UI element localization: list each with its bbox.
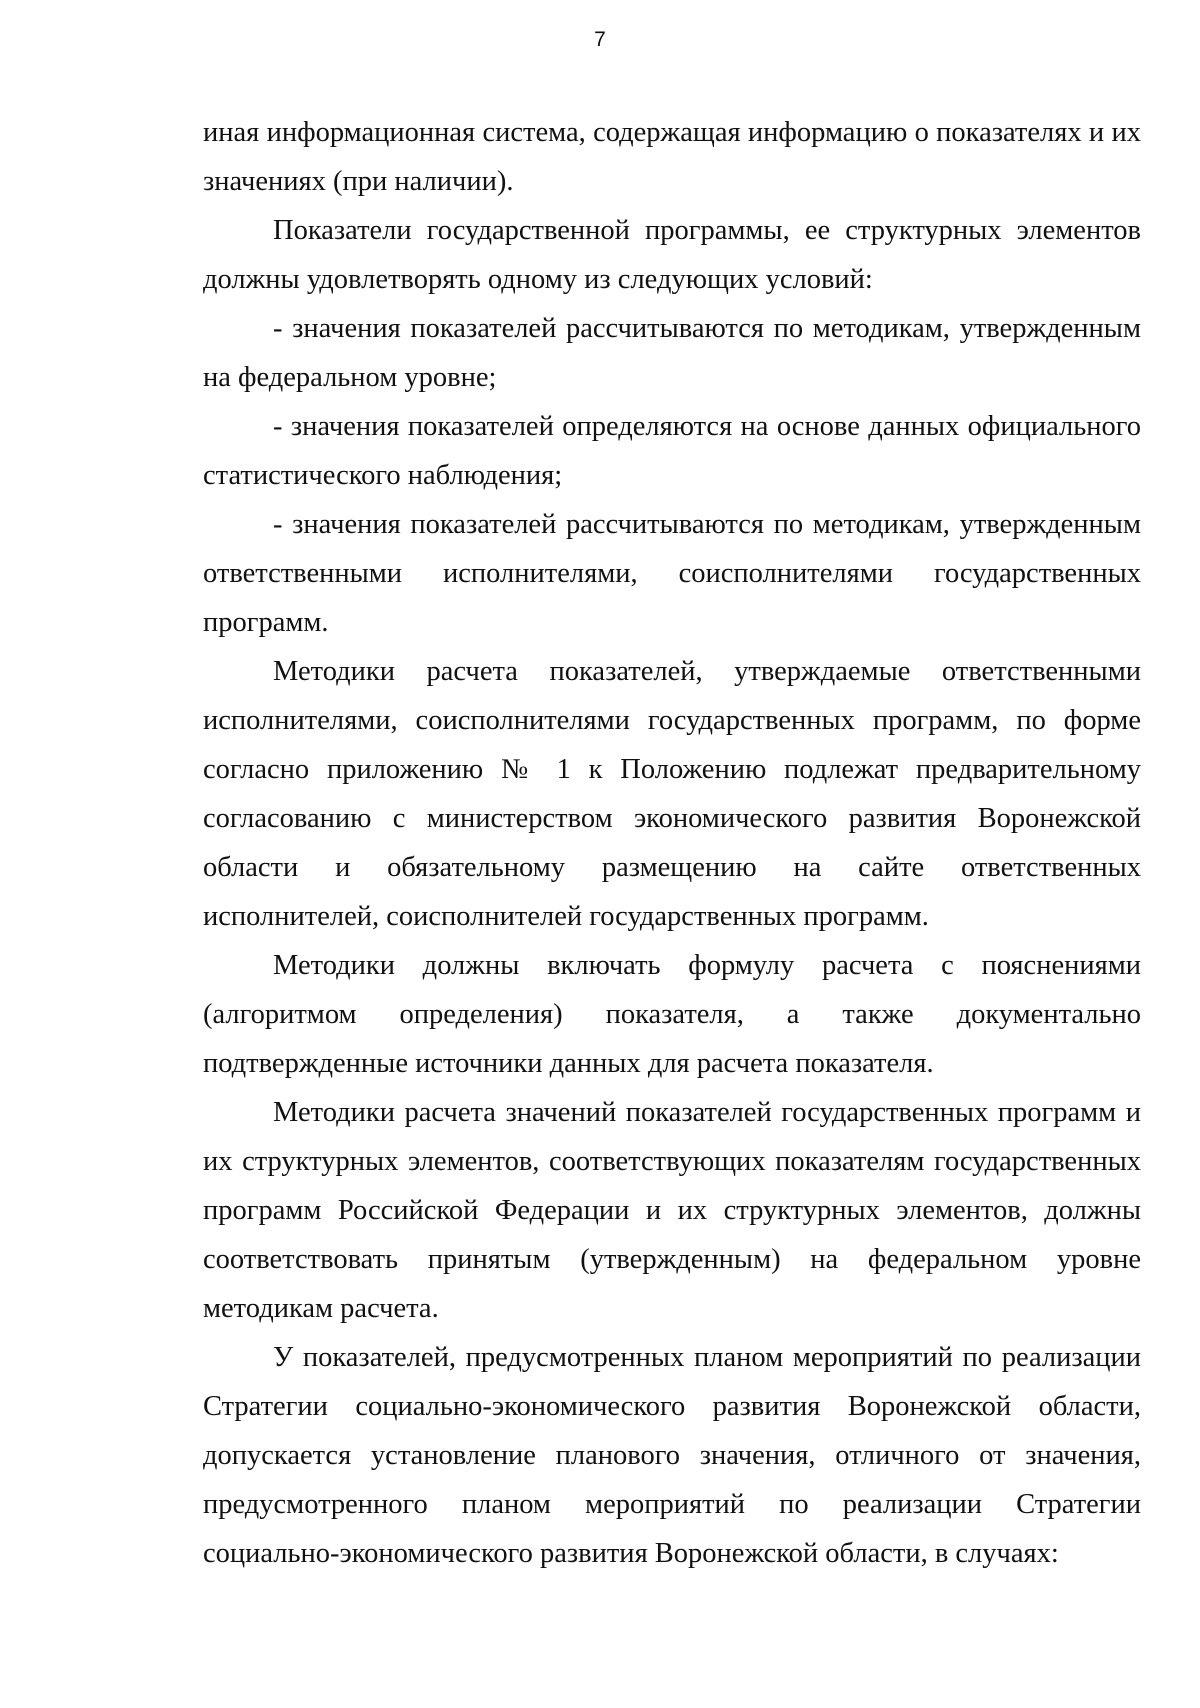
page-number: 7 [594,28,606,51]
paragraph-federal-correspondence: Методики расчета значений показателей государственных программ и их структурных элементов, соответствующих показателям государственных программ Российской Федерации и их структурных элементов, должны соответствовать принятым (утвержденным) на федеральном уровне методикам расчета. [203,1097,1141,1324]
paragraph-methods-formula: Методики должны включать формулу расчета с пояснениями (алгоритмом определения) показателя, а также документально подтвержденные источники данных для расчета показателя. [203,950,1141,1079]
document-body [203,108,1141,1578]
paragraph-continuation: иная информационная система, содержащая информацию о показателях и их значениях (при наличии). [203,117,1141,197]
list-item-federal-methods: - значения показателей рассчитываются по методикам, утвержденным на федеральном уровне; [203,313,1141,393]
paragraph-indicators-conditions: Показатели государственной программы, ее структурных элементов должны удовлетворять одному из следующих условий: [203,215,1141,295]
list-item-executor-methods: - значения показателей рассчитываются по методикам, утвержденным ответственными исполнителями, соисполнителями государственных программ. [203,509,1141,638]
paragraph-methods-approval: Методики расчета показателей, утверждаемые ответственными исполнителями, соисполнителями государственных программ, по форме согласно приложению № 1 к Положению подлежат предварительному согласованию с министерством экономического развития Воронежской области и обязательному размещению на сайте ответственных исполнителей, соисполнителей государственных программ. [203,656,1141,932]
paragraph-strategy-indicators: У показателей, предусмотренных планом мероприятий по реализации Стратегии социально-экономического развития Воронежской области, допускается установление планового значения, отличного от значения, предусмотренного планом мероприятий по реализации Стратегии социально-экономического развития Воронежской области, в случаях: [203,1342,1141,1569]
list-item-statistical-data: - значения показателей определяются на основе данных официального статистического наблюдения; [203,411,1141,491]
